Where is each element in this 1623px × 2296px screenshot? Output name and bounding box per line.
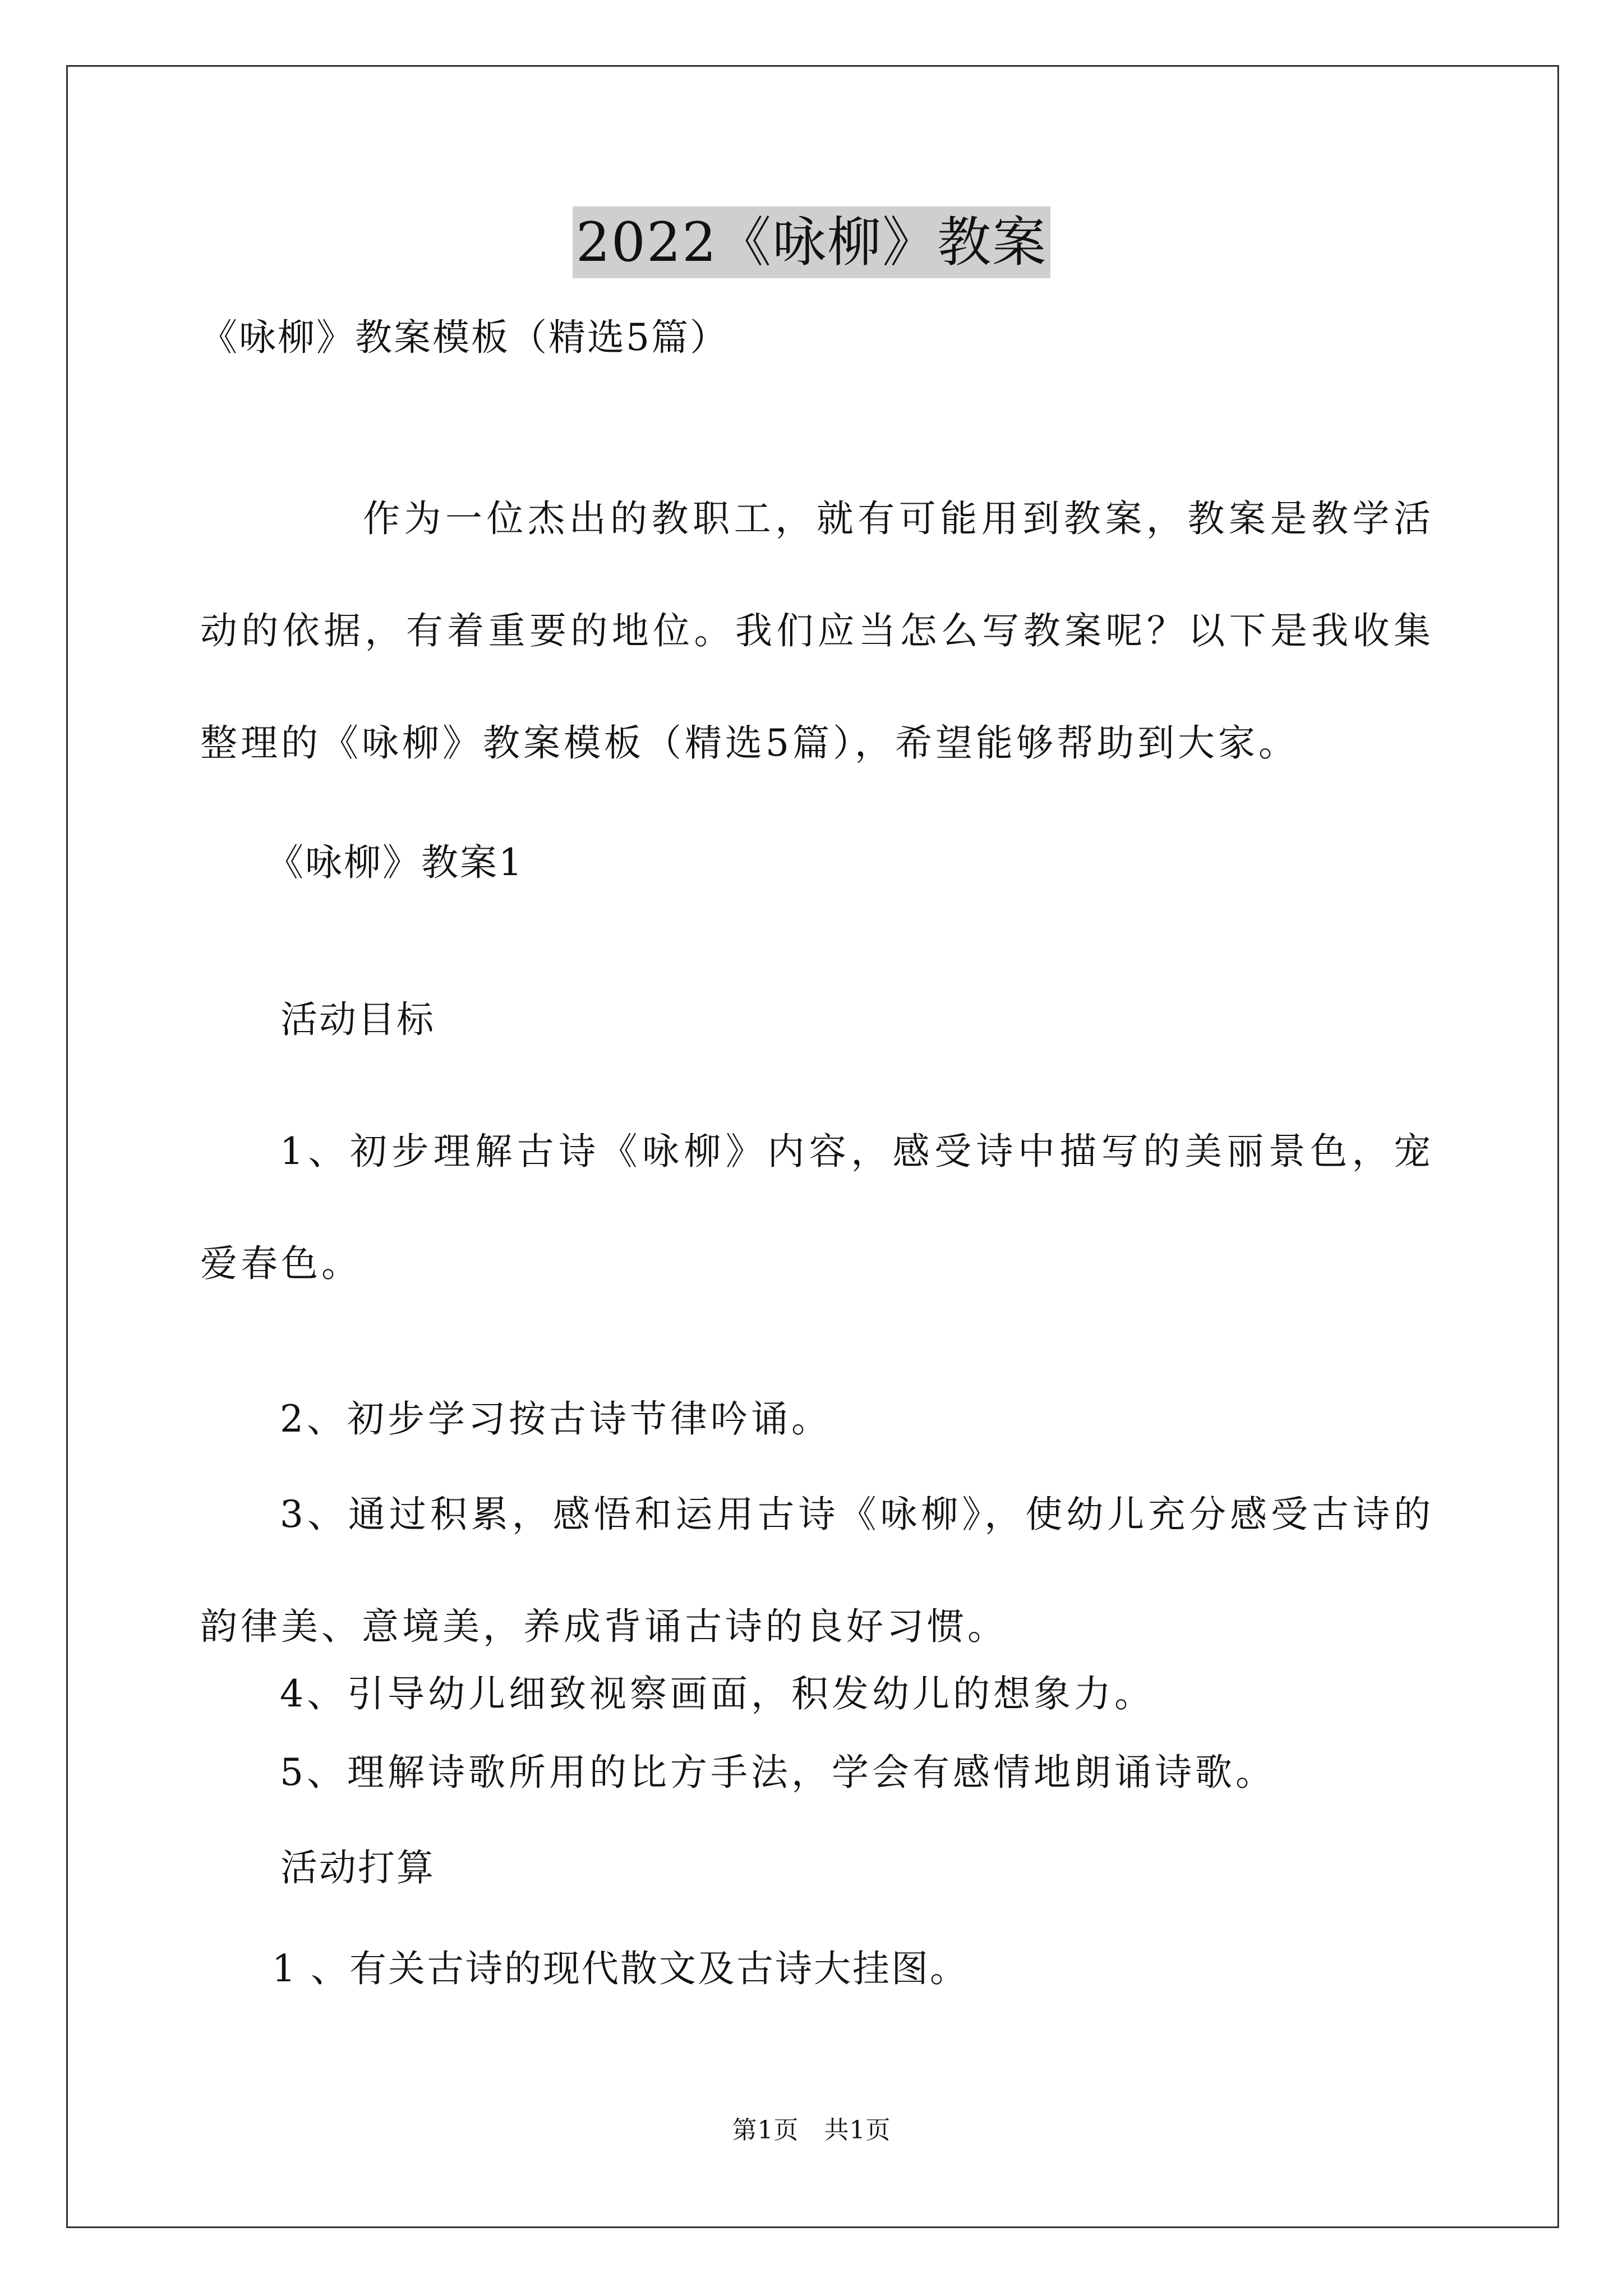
- goal-item-1: 1、初步理解古诗《咏柳》内容，感受诗中描写的美丽景色，宠爱春色。: [200, 1130, 1434, 1285]
- prep-heading: 活动打算: [280, 1846, 435, 1889]
- goal-item-3: 3、通过积累，感悟和运用古诗《咏柳》，使幼儿充分感受古诗的韵律美、意境美，养成背诵古诗的良好习惯。: [200, 1493, 1434, 1648]
- prep-item-1: 1 、有关古诗的现代散文及古诗大挂图。: [272, 1947, 969, 1990]
- goal-item-2: 2、初步学习按古诗节律吟诵。: [280, 1397, 832, 1441]
- section-heading: 《咏柳》教案1: [266, 841, 524, 884]
- intro-paragraph: 作为一位杰出的教职工，就有可能用到教案，教案是教学活动的依据，有着重要的地位。我们应当怎么写教案呢？以下是我收集整理的《咏柳》教案模板（精选5篇），希望能够帮助到大家。: [200, 497, 1434, 765]
- page-footer: 第1页 共1页: [732, 2116, 891, 2145]
- document-title: 2022《咏柳》教案: [573, 206, 1050, 278]
- goal-item-4: 4、引导幼儿细致视察画面，积发幼儿的想象力。: [280, 1672, 1155, 1715]
- goal-item-5: 5、理解诗歌所用的比方手法，学会有感情地朗诵诗歌。: [280, 1751, 1276, 1794]
- title-container: [0, 206, 1623, 278]
- goals-heading: 活动目标: [280, 998, 435, 1041]
- document-subtitle: 《咏柳》教案模板（精选5篇）: [200, 316, 728, 359]
